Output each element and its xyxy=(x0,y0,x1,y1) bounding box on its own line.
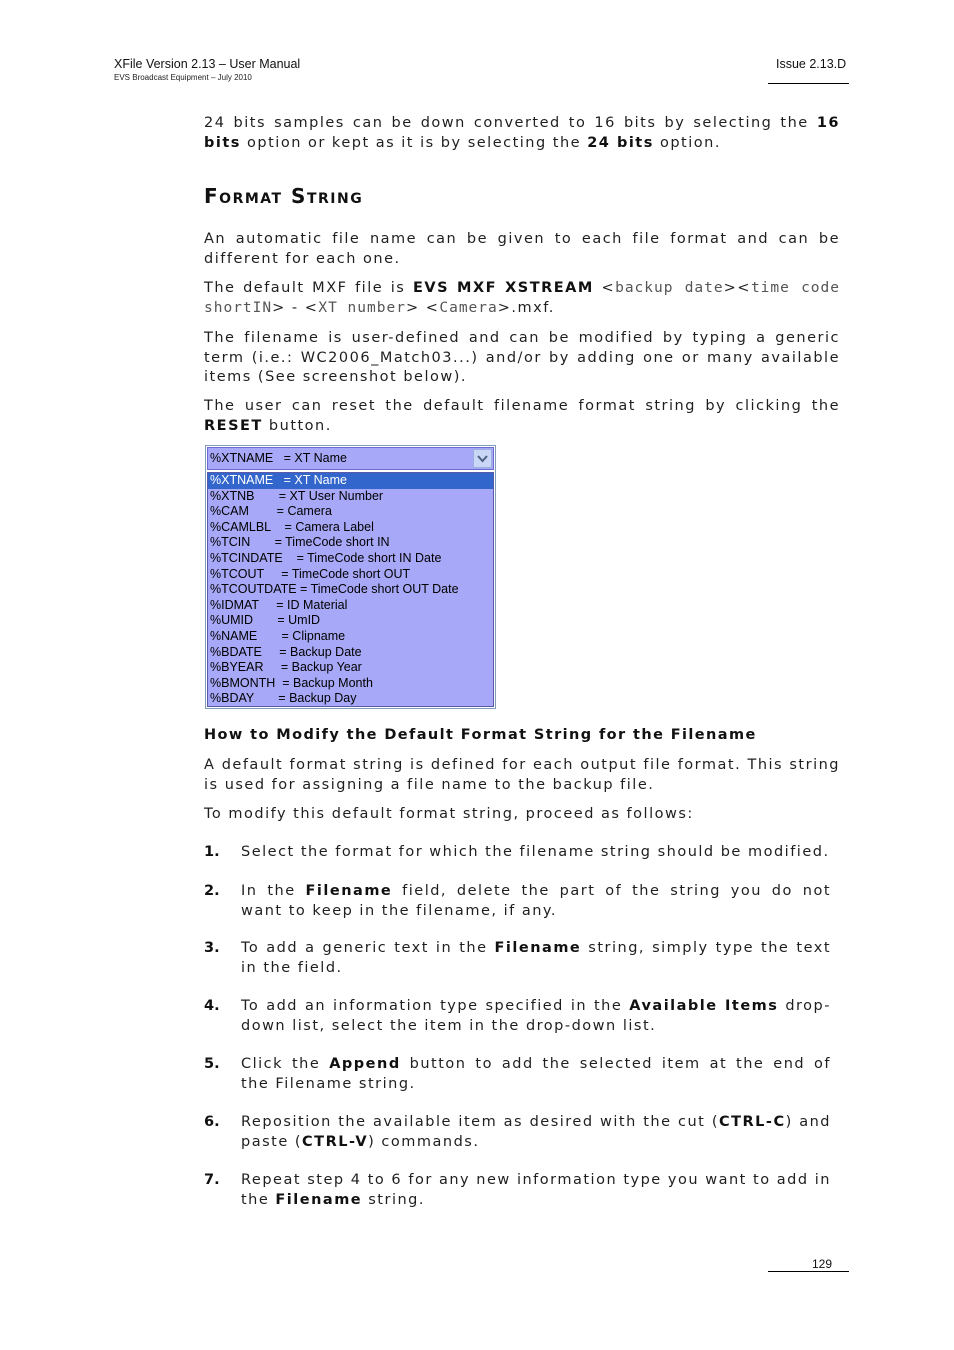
step-text-run: ) and paste ( xyxy=(241,1114,831,1150)
dropdown-option[interactable]: %BYEAR = Backup Year xyxy=(210,660,362,675)
howto-paragraph-2: To modify this default format string, proceed as follows: xyxy=(204,806,694,822)
chevron-down-icon xyxy=(477,455,488,463)
p4-bold-reset: RESET xyxy=(204,417,263,434)
step-text xyxy=(241,997,831,1036)
step-text-run: string, simply type the text in the field. xyxy=(241,940,831,976)
step-number: 7. xyxy=(204,1172,220,1188)
p4-text: The user can reset the default filename format string by clicking the xyxy=(204,398,840,414)
p2-mono-xt-number: XT number xyxy=(318,299,406,316)
dropdown-option[interactable]: %CAMLBL = Camera Label xyxy=(210,519,374,534)
page-number: 129 xyxy=(812,1257,833,1271)
step-text-run: To add a generic text in the xyxy=(241,940,495,956)
step-text-run: drop-down list, select the item in the drop-down list. xyxy=(241,998,831,1034)
dropdown-option[interactable]: %CAM = Camera xyxy=(210,504,332,519)
p4-text: button. xyxy=(262,417,332,434)
step-text xyxy=(241,1055,831,1094)
step-text-run: field, delete the part of the string you do not want to keep in the filename, if any. xyxy=(241,883,832,919)
p2-bold-evs: EVS MXF XSTREAM xyxy=(412,280,594,296)
p2-text: >.mxf. xyxy=(497,299,555,316)
dropdown-combo[interactable] xyxy=(207,447,494,470)
step-number: 6. xyxy=(204,1114,220,1130)
howto-paragraph-1: A default format string is defined for each output file format. This string is used for assigning a file name to the backup file. xyxy=(204,757,840,793)
step-text xyxy=(241,843,831,863)
howto-heading: How to Modify the Default Format String for the Filename xyxy=(204,727,757,743)
step-text-run: string. xyxy=(362,1191,425,1208)
p2-text: > - < xyxy=(272,299,319,316)
section-paragraph-1: An automatic file name can be given to each file format and can be different for each one. xyxy=(204,231,840,267)
step-number: 2. xyxy=(204,883,220,899)
p2-text: >< xyxy=(723,280,751,296)
step-text-run: ) commands. xyxy=(368,1133,480,1150)
dropdown-arrow-button[interactable] xyxy=(473,449,492,468)
section-paragraph-2 xyxy=(204,279,840,318)
dropdown-option[interactable]: %BDATE = Backup Date xyxy=(210,644,362,659)
intro-text: option or kept as it is by selecting the xyxy=(240,134,588,151)
p2-mono-timecode: time code shortIN xyxy=(204,280,840,316)
p2-text: < xyxy=(593,280,616,296)
step-number: 5. xyxy=(204,1056,220,1072)
dropdown-option[interactable]: %BMONTH = Backup Month xyxy=(210,675,373,690)
step-text-run: Repeat step 4 to 6 for any new information type you want to add in the xyxy=(241,1172,831,1208)
step-text-run: Reposition the available item as desired with the cut ( xyxy=(241,1114,719,1130)
step-text xyxy=(241,1113,831,1152)
dropdown-option[interactable]: %XTNB = XT User Number xyxy=(210,488,384,503)
footer-rule xyxy=(768,1271,849,1272)
step-bold-term: Filename xyxy=(494,940,582,956)
p2-text: > < xyxy=(405,299,440,316)
dropdown-option[interactable]: %TCOUTDATE = TimeCode short OUT Date xyxy=(210,582,459,597)
dropdown-option[interactable]: %IDMAT = ID Material xyxy=(210,597,348,612)
step-bold-term: Filename xyxy=(275,1191,363,1208)
step-bold-term: CTRL-C xyxy=(718,1114,786,1130)
step-text-run: In the xyxy=(241,883,306,899)
section-paragraph-3: The filename is user-defined and can be modified by typing a generic term (i.e.: WC2006_Match03...) and/or by adding one or many available items (See screenshot below). xyxy=(204,330,840,385)
section-paragraph-4 xyxy=(204,397,840,436)
step-text xyxy=(241,882,831,921)
header-title: XFile Version 2.13 – User Manual xyxy=(114,57,301,71)
step-bold-term: Filename xyxy=(305,883,393,899)
intro-bold-24bits: 24 bits xyxy=(587,134,654,151)
step-number: 1. xyxy=(204,844,220,860)
intro-bold-16bits: 16 bits xyxy=(204,115,840,151)
dropdown-option[interactable]: %UMID = UmID xyxy=(210,613,321,628)
intro-text: option. xyxy=(653,134,721,151)
dropdown-option[interactable]: %TCINDATE = TimeCode short IN Date xyxy=(210,550,442,565)
step-bold-term: CTRL-V xyxy=(302,1133,369,1150)
p2-text: The default MXF file is xyxy=(204,280,413,296)
step-text xyxy=(241,1171,831,1210)
step-text-run: Select the format for which the filename string should be modified. xyxy=(241,844,830,860)
step-text-run: Click the xyxy=(241,1056,330,1072)
dropdown-option[interactable]: %TCIN = TimeCode short IN xyxy=(210,535,390,550)
dropdown-option[interactable]: %TCOUT = TimeCode short OUT xyxy=(210,566,411,581)
intro-paragraph xyxy=(204,114,840,153)
p2-mono-camera: Camera xyxy=(439,299,498,316)
header-rule xyxy=(768,83,849,84)
step-text-run: button to add the selected item at the end of the Filename string. xyxy=(241,1056,831,1092)
dropdown-option[interactable]: %XTNAME = XT Name xyxy=(208,473,493,489)
step-text-run: To add an information type specified in the xyxy=(241,998,630,1014)
step-text xyxy=(241,939,831,978)
p2-mono-backup-date: backup date xyxy=(615,280,724,296)
intro-text: 24 bits samples can be down converted to 16 bits by selecting the xyxy=(204,115,817,131)
step-number: 3. xyxy=(204,940,220,956)
dropdown-selected-value: %XTNAME = XT Name xyxy=(210,451,347,465)
section-heading: Format String xyxy=(204,184,364,208)
available-items-dropdown xyxy=(205,445,496,709)
step-bold-term: Available Items xyxy=(629,998,779,1014)
header-issue: Issue 2.13.D xyxy=(776,57,847,71)
header-subtitle: EVS Broadcast Equipment – July 2010 xyxy=(114,73,252,82)
dropdown-option[interactable]: %NAME = Clipname xyxy=(210,628,346,643)
dropdown-option[interactable]: %BDAY = Backup Day xyxy=(210,691,357,706)
step-number: 4. xyxy=(204,998,220,1014)
dropdown-list xyxy=(207,472,494,707)
step-bold-term: Append xyxy=(329,1056,401,1072)
